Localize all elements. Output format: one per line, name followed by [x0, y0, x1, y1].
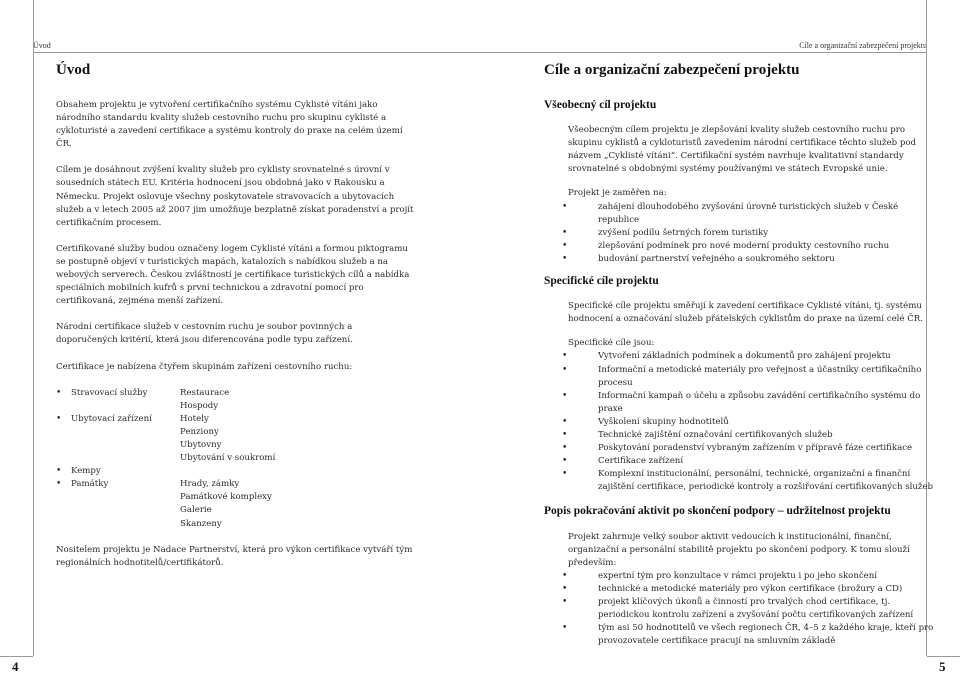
list-item: • Poskytování poradenství vybraným zařízením v přípravě fáze certifikace — [544, 442, 938, 455]
goal-paragraph: Cílem je dosáhnout zvýšení kvality služeb pro cyklisty srovnatelné s úrovní v sousedních státech EU. Kritéria hodnocení jsou obdobná jako v Rakousku a Německu. Projekt oslovuje všechny poskytovatele stravovacích a ubytovacích služeb a v letech 2005 až 2007 jim umožňuje bezplatně získat poradenství a projít certifikačním procesem. — [56, 165, 414, 228]
header-rule-left — [33, 52, 480, 53]
list-item: • budování partnerství veřejného a soukromého sektoru — [544, 253, 938, 266]
continuation-bullets — [544, 570, 938, 649]
criteria-paragraph: Národní certifikace služeb v cestovním ruchu je soubor povinných a doporučených kritérií, která jsou diferencována podle typu zařízení. — [56, 322, 353, 346]
margin-line-left — [33, 0, 34, 656]
right-page — [480, 0, 960, 681]
bottom-rule-left — [0, 656, 33, 657]
section-heading-specific: Specifické cíle projektu — [544, 275, 659, 288]
page-number-right: 5 — [939, 659, 946, 674]
page-title-left: Úvod — [56, 62, 91, 78]
list-item: • technické a metodické materiály pro výkon certifikace (brožury a CD) — [544, 583, 938, 596]
right-text-column — [544, 99, 938, 648]
specific-paragraph: Specifické cíle projektu směřují k zavedení certifikace Cyklisté vítáni, tj. systému hodnocení a označování služeb přátelských cyklistům do praxe na území celé ČR. — [568, 301, 924, 325]
group-item: Penziony — [180, 426, 219, 437]
group-item: Skanzeny — [180, 518, 222, 529]
logo-paragraph: Certifikované služby budou označeny logem Cyklisté vítáni a formou piktogramu se postupně objeví v turistických mapách, katalozích s nabídkou služeb a na webových serverech. Českou zvláštností je certifikace turistických cílů a nabídka speciálních mobilních kufrů s první technickou a zdravotní pomocí pro certifikovaná, zejména menší zařízení. — [56, 243, 410, 307]
group-item: Ubytování v soukromí — [180, 453, 276, 464]
intro-paragraph: Obsahem projektu je vytvoření certifikačního systému Cyklisté vítáni jako národního standardu kvality služeb cestovního ruchu pro skupinu cyklisté a cykloturisté a zavedení certifikace a systému kontroly do praxe na celém území ČR. — [56, 100, 403, 150]
general-bullets — [544, 201, 938, 266]
section-body-general — [544, 124, 938, 266]
closing-paragraph: Nositelem projektu je Nadace Partnerství, která pro výkon certifikace vytváří tým regionálních hodnotitelů/certifikátorů. — [56, 544, 413, 568]
group-item: Hrady, zámky — [180, 479, 240, 490]
group-item: Ubytovny — [180, 439, 222, 450]
header-rule-right — [480, 52, 927, 53]
list-item: • Technické zajištění označování certifikovaných služeb — [544, 429, 938, 442]
page-number-left: 4 — [12, 659, 19, 674]
group-item: Hotely — [180, 413, 209, 424]
group-label: • Památky — [56, 478, 180, 491]
group-label: • Stravovací služby — [56, 387, 180, 400]
running-header-right: Cíle a organizační zabezpečení projektu — [799, 41, 927, 50]
group-item: Galerie — [180, 505, 212, 516]
groups-list — [56, 387, 416, 531]
list-item: • Vytvoření základních podmínek a dokumentů pro zahájení projektu — [544, 350, 938, 363]
specific-lead: Specifické cíle jsou: — [568, 338, 655, 349]
specific-bullets — [544, 350, 938, 494]
list-item: • zlepšování podmínek pro nové moderní produkty cestovního ruchu — [544, 240, 938, 253]
section-heading-continuation: Popis pokračování aktivit po skončení podpory – udržitelnost projektu — [544, 505, 891, 518]
left-text-column — [56, 99, 416, 570]
list-item: • Certifikace zařízení — [544, 455, 938, 468]
groups-intro-paragraph: Certifikace je nabízena čtyřem skupinám zařízení cestovního ruchu: — [56, 361, 353, 372]
list-item: • expertní tým pro konzultace v rámci projektu i po jeho skončení — [544, 570, 938, 583]
group-item: Hospody — [180, 400, 219, 411]
group-label: • Kempy — [56, 465, 180, 478]
general-lead: Projekt je zaměřen na: — [568, 188, 667, 199]
continuation-paragraph: Projekt zahrnuje velký soubor aktivit vedoucích k institucionální, finanční, organizační a personální stabilitě projektu po skončení podpory. K tomu slouží především: — [568, 531, 910, 568]
list-item: • Informační kampaň o účelu a způsobu zavádění certifikačního systému do praxe — [544, 390, 938, 416]
section-body-specific — [544, 300, 938, 494]
list-item: • tým asi 50 hodnotitelů ve všech regionech ČR, 4–5 z každého kraje, kteří pro provozovatele certifikace pracují na smluvním základě — [544, 622, 938, 648]
group-item: Památkové komplexy — [180, 492, 272, 503]
group-label: • Ubytovací zařízení — [56, 413, 180, 426]
bottom-rule-right — [927, 656, 960, 657]
list-item: • Vyškolení skupiny hodnotitelů — [544, 416, 938, 429]
list-item: • projekt klíčových úkonů a činností pro trvalých chod certifikace, tj. periodickou kontrolu zařízení a zvyšování počtu certifikovaných zařízení — [544, 596, 938, 622]
running-header-left: Úvod — [33, 41, 51, 50]
section-body-continuation — [544, 531, 938, 649]
list-item: • zvýšení podílu šetrných forem turistiky — [544, 227, 938, 240]
general-paragraph: Všeobecným cílem projektu je zlepšování kvality služeb cestovního ruchu pro skupinu cyklistů a cykloturistů zavedením národní certifikace těchto služeb pod názvem „Cyklisté vítáni“. Certifikační systém navrhuje kvalitativní standardy srovnatelné s obdobnými systémy používanými ve státech Evropské unie. — [568, 125, 916, 175]
list-item: • Informační a metodické materiály pro veřejnost a účastníky certifikačního procesu — [544, 364, 938, 390]
page-title-right: Cíle a organizační zabezpečení projektu — [544, 62, 800, 78]
list-item: • Komplexní institucionální, personální, technické, organizační a finanční zajištění certifikace, periodické kontroly a rozšiřování certifikovaných služeb — [544, 468, 938, 494]
section-heading-general: Všeobecný cíl projektu — [544, 99, 657, 111]
list-item: • zahájení dlouhodobého zvyšování úrovně turistických služeb v České republice — [544, 201, 938, 227]
group-item: Restaurace — [180, 387, 230, 398]
